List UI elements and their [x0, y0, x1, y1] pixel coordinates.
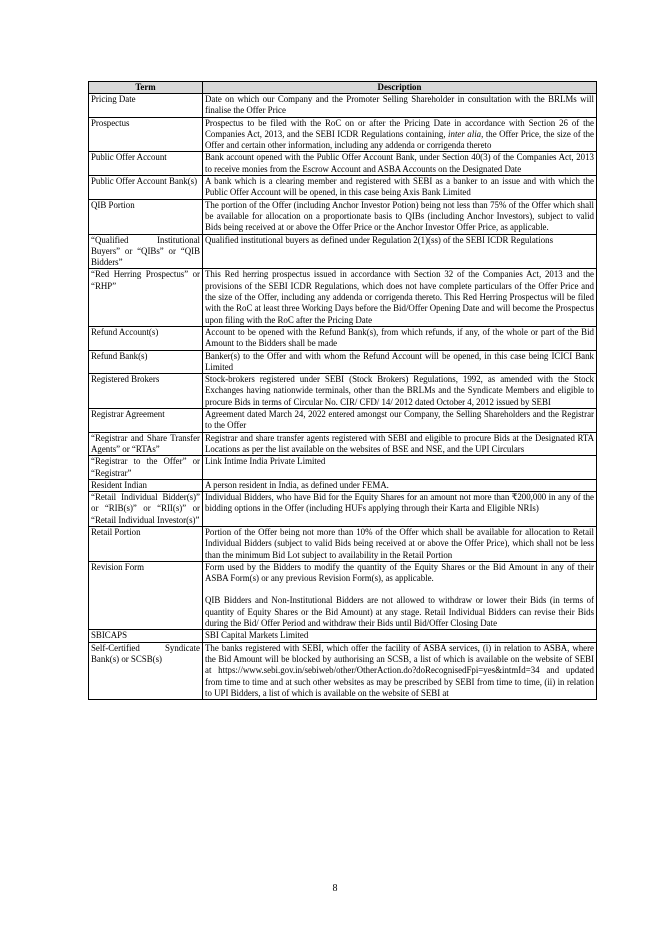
description-cell [203, 199, 597, 234]
description-cell [203, 176, 597, 200]
description-paragraph: QIB Bidders and Non-Institutional Bidders are not allowed to withdraw or lower their Bids (in terms of quantity of Equity Shares or the Bid Amount) at any stage. Retail Individual Bidders can revise their Bids during the Bid/ Offer Period and withdraw their Bids until Bid/Offer Closing Date [205, 595, 594, 629]
term-cell: “Red Herring Prospectus” or “RHP” [89, 269, 203, 326]
term-cell: Revision Form [89, 561, 203, 629]
description-cell [203, 492, 597, 527]
description-paragraph: Portion of the Offer being not more than 10% of the Offer which shall be available for allocation to Retail Individual Bidders (subject to valid Bids being received at or above the Offer Price), which shall not be less than the minimum Bid Lot subject to availability in the Retail Portion [205, 526, 594, 560]
description-cell [203, 479, 597, 491]
term-cell: “Qualified Institutional Buyers” or “QIBs” or “QIB Bidders” [89, 234, 203, 269]
description-cell [203, 374, 597, 409]
table-row [89, 199, 597, 234]
table-row [89, 374, 597, 409]
term-cell: Pricing Date [89, 94, 203, 118]
term-cell: Resident Indian [89, 479, 203, 491]
latin-phrase: inter alia [448, 128, 482, 139]
table-row [89, 642, 597, 699]
term-cell: Public Offer Account [89, 152, 203, 176]
table-row [89, 269, 597, 326]
description-cell [203, 630, 597, 642]
description-cell [203, 642, 597, 699]
description-cell [203, 526, 597, 561]
table-row [89, 561, 597, 629]
description-cell [203, 269, 597, 326]
description-paragraph: SBI Capital Markets Limited [205, 630, 309, 641]
term-column-header: Term [89, 82, 203, 94]
table-row [89, 234, 597, 269]
term-cell: Refund Bank(s) [89, 350, 203, 374]
term-cell: Public Offer Account Bank(s) [89, 176, 203, 200]
description-paragraph: A person resident in India, as defined under FEMA. [205, 479, 389, 490]
description-paragraph: Prospectus to be filed with the RoC on or after the Pricing Date in accordance with Section 26 of the Companies Act, 2013, and the SEBI ICDR Regulations containing, inter alia, the Offer Price, the size of the Offer and certain other information, including any addenda or corrigenda thereto [205, 117, 594, 151]
table-header-row [89, 82, 597, 94]
term-cell: “Registrar to the Offer” or “Registrar” [89, 456, 203, 480]
description-paragraph: Bank account opened with the Public Offer Account Bank, under Section 40(3) of the Companies Act, 2013 to receive monies from the Escrow Account and ASBA Accounts on the Designated Date [205, 152, 594, 174]
term-cell: SBICAPS [89, 630, 203, 642]
table-row [89, 630, 597, 642]
description-paragraph: Account to be opened with the Refund Bank(s), from which refunds, if any, of the whole or part of the Bid Amount to the Bidders shall be made [205, 326, 594, 349]
table-row [89, 326, 597, 350]
description-paragraph: Form used by the Bidders to modify the quantity of the Equity Shares or the Bid Amount in any of their ASBA Form(s) or any previous Revision Form(s), as applicable. [205, 561, 594, 584]
table-row [89, 526, 597, 561]
description-paragraph: Banker(s) to the Offer and with whom the Refund Account will be opened, in this case being ICICI Bank Limited [205, 350, 594, 372]
description-paragraph: Individual Bidders, who have Bid for the Equity Shares for an amount not more than ₹200,000 in any of the bidding options in the Offer (including HUFs applying through their Karta and Eligible NRIs) [205, 492, 594, 514]
table-row [89, 350, 597, 374]
table-row [89, 152, 597, 176]
table-row [89, 456, 597, 480]
table-row [89, 94, 597, 118]
term-cell: Refund Account(s) [89, 326, 203, 350]
description-cell [203, 326, 597, 350]
description-cell [203, 350, 597, 374]
description-paragraph: This Red herring prospectus issued in accordance with Section 32 of the Companies Act, 2013 and the provisions of the SEBI ICDR Regulations, which does not have complete particulars of the Offer Price and the size of the Offer, including any addenda or corrigenda thereto. This Red Herring Prospectus will be filed with the RoC at least three Working Days before the Bid/Offer Opening Date and will become the Prospectus upon filing with the RoC after the Pricing Date [205, 269, 594, 325]
description-cell [203, 234, 597, 269]
term-cell: Retail Portion [89, 526, 203, 561]
term-cell: Prospectus [89, 117, 203, 152]
description-paragraph: Link Intime India Private Limited [205, 456, 326, 467]
description-paragraph: Qualified institutional buyers as defined under Regulation 2(1)(ss) of the SEBI ICDR Regulations [205, 234, 554, 245]
description-paragraph: Date on which our Company and the Promoter Selling Shareholder in consultation with the BRLMs will finalise the Offer Price [205, 94, 594, 116]
term-cell: Registrar Agreement [89, 409, 203, 433]
description-paragraph: Agreement dated March 24, 2022 entered amongst our Company, the Selling Shareholders and the Registrar to the Offer [205, 409, 594, 431]
definitions-table [88, 81, 597, 700]
page-number: 8 [332, 883, 338, 894]
table-row [89, 176, 597, 200]
description-paragraph: Registrar and share transfer agents registered with SEBI and eligible to procure Bids at the Designated RTA Locations as per the list available on the websites of BSE and NSE, and the UPI Circulars [205, 432, 594, 454]
description-cell [203, 432, 597, 456]
table-row [89, 409, 597, 433]
description-paragraph: The banks registered with SEBI, which offer the facility of ASBA services, (i) in relation to ASBA, where the Bid Amount will be blocked by authorising an SCSB, a list of which is available on the website of SEBI at https://www.sebi.gov.in/sebiweb/other/OtherAction.do?doRecognisedFpi=yes&intmId=34 and updated from time to time and at such other websites as may be prescribed by SEBI from time to time, (ii) in relation to UPI Bidders, a list of which is available on the website of SEBI at [205, 642, 594, 698]
description-cell [203, 409, 597, 433]
table-row [89, 432, 597, 456]
term-cell: “Retail Individual Bidder(s)” or “RIB(s)” or “RII(s)” or “Retail Individual Investor(s)” [89, 492, 203, 527]
term-cell: Self-Certified Syndicate Bank(s) or SCSB(s) [89, 642, 203, 699]
description-cell [203, 152, 597, 176]
term-cell: “Registrar and Share Transfer Agents” or “RTAs” [89, 432, 203, 456]
term-cell: QIB Portion [89, 199, 203, 234]
description-cell [203, 456, 597, 480]
description-cell [203, 561, 597, 629]
table-row [89, 479, 597, 491]
description-paragraph: A bank which is a clearing member and registered with SEBI as a banker to an issue and with which the Public Offer Account will be opened, in this case being Axis Bank Limited [205, 176, 594, 198]
description-column-header: Description [203, 82, 597, 94]
description-paragraph: Stock-brokers registered under SEBI (Stock Brokers) Regulations, 1992, as amended with the Stock Exchanges having nationwide terminals, other than the BRLMs and the Syndicate Members and eligible to procure Bids in terms of Circular No. CIR/ CFD/ 14/ 2012 dated October 4, 2012 issued by SEBI [205, 374, 594, 407]
table-row [89, 117, 597, 152]
description-cell [203, 117, 597, 152]
description-paragraph: The portion of the Offer (including Anchor Investor Potion) being not less than 75% of the Offer which shall be available for allocation on a proportionate basis to QIBs (including Anchor Investors), subject to valid Bids being received at or above the Offer Price or the Anchor Investor Offer Price, as applicable. [205, 199, 594, 233]
description-cell [203, 94, 597, 118]
table-row [89, 492, 597, 527]
term-cell: Registered Brokers [89, 374, 203, 409]
